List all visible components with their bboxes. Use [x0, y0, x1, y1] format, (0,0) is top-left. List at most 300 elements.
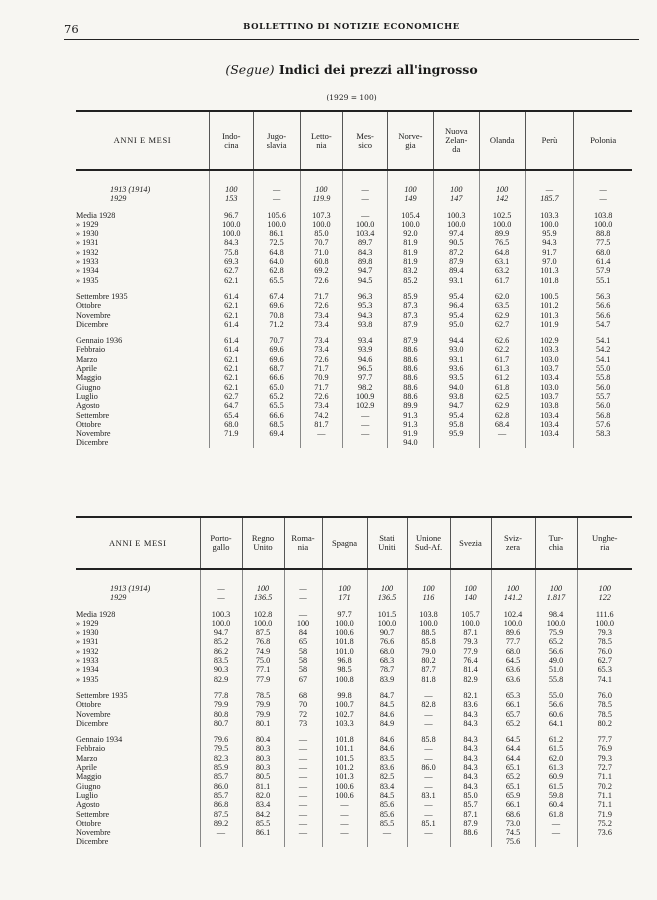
spacer-cell [388, 285, 434, 292]
value-cell: 87.2 [433, 248, 479, 257]
value-cell: 100 [388, 185, 434, 194]
value-cell: 81.9 [388, 248, 434, 257]
value-cell [577, 837, 632, 846]
value-cell: 62.9 [479, 311, 525, 320]
value-cell: 68.4 [479, 420, 525, 429]
value-cell: 61.4 [209, 345, 253, 354]
spacer-cell [535, 684, 577, 691]
value-cell: 100.0 [322, 619, 367, 628]
value-cell: — [322, 828, 367, 837]
value-cell: 100 [407, 584, 450, 593]
value-cell [367, 837, 407, 846]
value-cell: 76.6 [367, 637, 407, 646]
value-cell: 65.1 [491, 763, 535, 772]
value-cell: 93.1 [433, 276, 479, 285]
value-cell: 56.0 [574, 401, 632, 410]
spacer-cell [388, 329, 434, 336]
row-label: Luglio [76, 790, 98, 800]
value-cell: 147 [433, 194, 479, 203]
value-cell: 103.0 [525, 383, 574, 392]
value-cell: — [200, 593, 242, 602]
value-cell: 107.3 [300, 211, 343, 220]
value-cell: 60.6 [535, 710, 577, 719]
spacer-cell [525, 285, 574, 292]
value-cell [322, 837, 367, 846]
spacer-cell [343, 204, 388, 211]
row-label: Novembre [76, 310, 111, 320]
row-label: Novembre [76, 709, 111, 719]
table-row [76, 719, 632, 728]
column-header: Perù [525, 111, 574, 170]
value-cell: 136.5 [242, 593, 284, 602]
value-cell: — [322, 800, 367, 809]
value-cell: 89.6 [491, 628, 535, 637]
value-cell: — [407, 772, 450, 781]
value-cell: 58.3 [574, 429, 632, 438]
value-cell: 84.5 [367, 700, 407, 709]
header-rule [64, 39, 639, 40]
value-cell [343, 438, 388, 447]
value-cell: 76.0 [577, 691, 632, 700]
value-cell: — [253, 185, 300, 194]
spacer-cell [433, 204, 479, 211]
value-cell: 71.1 [577, 791, 632, 800]
value-cell: 65.3 [577, 665, 632, 674]
value-cell: — [343, 211, 388, 220]
spacer-cell [577, 728, 632, 735]
value-cell: 93.5 [433, 373, 479, 382]
table-row [76, 782, 632, 791]
value-cell: 71.1 [577, 772, 632, 781]
spacer-cell [209, 329, 253, 336]
table-row [76, 610, 632, 619]
value-cell: 88.6 [388, 355, 434, 364]
value-cell: — [525, 185, 574, 194]
value-cell: 72.5 [253, 238, 300, 247]
value-cell: 68.0 [491, 647, 535, 656]
row-label: » 1930 [76, 628, 99, 638]
spacer-cell [209, 204, 253, 211]
page-title [64, 62, 639, 77]
value-cell: 60.4 [535, 800, 577, 809]
value-cell: 84.2 [242, 810, 284, 819]
value-cell: 62.0 [479, 292, 525, 301]
spacer-cell [535, 569, 577, 584]
value-cell: 84.6 [367, 735, 407, 744]
value-cell: 103.0 [525, 355, 574, 364]
value-cell: 74.5 [491, 828, 535, 837]
price-index-table-1 [76, 110, 632, 448]
value-cell: 64.4 [491, 744, 535, 753]
value-cell: 56.6 [535, 647, 577, 656]
spacer-cell [284, 603, 322, 610]
value-cell: — [367, 828, 407, 837]
value-cell: 84.3 [450, 754, 491, 763]
value-cell: 61.8 [535, 810, 577, 819]
value-cell: 103.7 [525, 364, 574, 373]
value-cell: 66.1 [491, 800, 535, 809]
value-cell: 100.0 [535, 619, 577, 628]
value-cell: 94.7 [433, 401, 479, 410]
price-index-table-2 [76, 516, 632, 847]
value-cell: 82.9 [450, 675, 491, 684]
value-cell: 62.1 [209, 383, 253, 392]
value-cell: 76.8 [242, 637, 284, 646]
value-cell: 101.3 [322, 772, 367, 781]
value-cell: 100 [535, 584, 577, 593]
value-cell: 62.1 [209, 276, 253, 285]
spacer-cell [450, 603, 491, 610]
value-cell: 64.8 [253, 248, 300, 257]
value-cell: 80.2 [407, 656, 450, 665]
value-cell: 66.1 [491, 700, 535, 709]
value-cell: 80.3 [242, 744, 284, 753]
value-cell: 57.6 [574, 420, 632, 429]
value-cell: 88.6 [450, 828, 491, 837]
spacer-cell [284, 569, 322, 584]
table-row [76, 628, 632, 637]
spacer-cell [407, 684, 450, 691]
value-cell: 100 [479, 185, 525, 194]
spacer-cell [479, 329, 525, 336]
value-cell: 101.3 [525, 266, 574, 275]
value-cell: — [284, 584, 322, 593]
spacer-cell [343, 170, 388, 185]
value-cell: 89.4 [433, 266, 479, 275]
spacer-cell [242, 569, 284, 584]
value-cell: 84.3 [450, 719, 491, 728]
value-cell: 97.4 [433, 229, 479, 238]
value-cell: 74.1 [577, 675, 632, 684]
value-cell [209, 438, 253, 447]
row-label: Aprile [76, 364, 97, 374]
spacer-cell [574, 329, 632, 336]
row-label: Ottobre [76, 301, 102, 311]
value-cell: 94.7 [200, 628, 242, 637]
spacer-cell [242, 684, 284, 691]
value-cell: 80.7 [200, 719, 242, 728]
value-cell: 87.3 [388, 311, 434, 320]
value-cell: 100 [209, 185, 253, 194]
value-cell: 90.3 [200, 665, 242, 674]
value-cell [433, 438, 479, 447]
row-label: » 1935 [76, 275, 99, 285]
value-cell [253, 438, 300, 447]
row-label: 1913 (1914) [110, 584, 151, 593]
column-header: Spagna [322, 517, 367, 569]
value-cell: 62.1 [209, 311, 253, 320]
value-cell: 89.9 [388, 401, 434, 410]
spacer-cell [76, 569, 200, 584]
value-cell: 61.4 [209, 320, 253, 329]
spacer-cell [322, 603, 367, 610]
value-cell: 75.8 [209, 248, 253, 257]
value-cell: 54.7 [574, 320, 632, 329]
value-cell: 97.7 [343, 373, 388, 382]
value-cell [525, 438, 574, 447]
value-cell: 85.0 [450, 791, 491, 800]
table-row [76, 364, 632, 373]
value-cell: 185.7 [525, 194, 574, 203]
value-cell: — [535, 819, 577, 828]
value-cell: 84.3 [450, 744, 491, 753]
value-cell: 85.7 [200, 791, 242, 800]
spacer-cell [577, 603, 632, 610]
value-cell: 81.9 [388, 238, 434, 247]
row-label: » 1935 [76, 674, 99, 684]
value-cell: 100.3 [433, 211, 479, 220]
value-cell: — [284, 610, 322, 619]
table-row [76, 819, 632, 828]
column-header: Norve- gia [388, 111, 434, 170]
value-cell: 55.7 [574, 392, 632, 401]
table-row [76, 744, 632, 753]
spacer-cell [388, 204, 434, 211]
value-cell: 85.6 [367, 800, 407, 809]
value-cell: 81.4 [450, 665, 491, 674]
value-cell: 65.7 [491, 710, 535, 719]
value-cell: 94.0 [388, 438, 434, 447]
value-cell: 73.4 [300, 311, 343, 320]
table-row [76, 355, 632, 364]
value-cell: 85.5 [242, 819, 284, 828]
row-label: » 1929 [76, 618, 99, 628]
value-cell: 61.7 [479, 276, 525, 285]
top-spacer [76, 170, 632, 185]
value-cell: 140 [450, 593, 491, 602]
spacer-cell [322, 569, 367, 584]
table-row [76, 411, 632, 420]
spacer-cell [76, 684, 200, 691]
row-label: Giugno [76, 382, 101, 392]
spacer-cell [479, 204, 525, 211]
row-label: Ottobre [76, 818, 102, 828]
value-cell: 98.5 [322, 665, 367, 674]
value-cell: 82.1 [450, 691, 491, 700]
value-cell: 95.9 [433, 429, 479, 438]
value-cell: 63.1 [479, 257, 525, 266]
value-cell: 68.0 [367, 647, 407, 656]
value-cell: 101.9 [525, 320, 574, 329]
value-cell: 91.9 [388, 429, 434, 438]
value-cell: 84.3 [450, 710, 491, 719]
value-cell: 58 [284, 656, 322, 665]
row-label: » 1933 [76, 257, 99, 267]
row-label: Settembre 1935 [76, 690, 128, 700]
value-cell: 73.6 [577, 828, 632, 837]
value-cell: 83.2 [388, 266, 434, 275]
value-cell: 62.2 [479, 345, 525, 354]
table-row [76, 828, 632, 837]
value-cell: 85.2 [388, 276, 434, 285]
value-cell: 103.8 [574, 211, 632, 220]
value-cell: 93.4 [343, 336, 388, 345]
spacer-cell [388, 170, 434, 185]
value-cell: — [574, 185, 632, 194]
value-cell: 100 [367, 584, 407, 593]
spacer-cell [209, 285, 253, 292]
value-cell: 103.4 [525, 429, 574, 438]
table-row [76, 383, 632, 392]
value-cell: 64.1 [535, 719, 577, 728]
value-cell: 56.3 [574, 292, 632, 301]
column-header: Roma- nia [284, 517, 322, 569]
column-header: Unghe- ria [577, 517, 632, 569]
value-cell: 90.7 [367, 628, 407, 637]
value-cell: 61.3 [479, 364, 525, 373]
value-cell: 85.9 [388, 292, 434, 301]
value-cell: 79.3 [577, 628, 632, 637]
value-cell: 61.4 [574, 257, 632, 266]
value-cell: — [284, 828, 322, 837]
value-cell: 68.6 [491, 810, 535, 819]
value-cell: — [200, 828, 242, 837]
value-cell: — [284, 735, 322, 744]
value-cell: — [407, 810, 450, 819]
spacer-cell [491, 569, 535, 584]
value-cell: — [284, 782, 322, 791]
spacer-cell [253, 204, 300, 211]
spacer-cell [343, 285, 388, 292]
spacer-cell [450, 728, 491, 735]
value-cell: — [407, 800, 450, 809]
table-row [76, 257, 632, 266]
value-cell: 82.5 [367, 772, 407, 781]
table-row [76, 229, 632, 238]
value-cell: 100.0 [574, 220, 632, 229]
value-cell: 83.6 [367, 763, 407, 772]
row-label: 1929 [110, 593, 127, 603]
value-cell: 70.9 [300, 373, 343, 382]
value-cell: 79.9 [200, 700, 242, 709]
value-cell: 92.0 [388, 229, 434, 238]
value-cell: 84.3 [450, 735, 491, 744]
value-cell: 80.3 [242, 754, 284, 763]
row-label: Dicembre [76, 837, 109, 847]
column-header: Polonia [574, 111, 632, 170]
value-cell: — [479, 429, 525, 438]
value-cell: 100.0 [300, 220, 343, 229]
value-cell: 100.0 [388, 220, 434, 229]
row-label: Settembre [76, 410, 110, 420]
value-cell: 62.1 [209, 355, 253, 364]
value-cell: 68.3 [367, 656, 407, 665]
spacer-cell [479, 170, 525, 185]
value-cell: — [284, 819, 322, 828]
value-cell [200, 837, 242, 846]
spacer-cell [450, 684, 491, 691]
row-label: Luglio [76, 391, 98, 401]
value-cell: 77.9 [242, 675, 284, 684]
value-cell: 80.2 [577, 719, 632, 728]
value-cell: 63.6 [491, 675, 535, 684]
value-cell: 89.8 [343, 257, 388, 266]
value-cell: — [407, 710, 450, 719]
value-cell: — [284, 810, 322, 819]
spacer-cell [450, 569, 491, 584]
value-cell: 77.8 [200, 691, 242, 700]
value-cell: — [284, 791, 322, 800]
value-cell: 69.3 [209, 257, 253, 266]
value-cell: 100.6 [322, 791, 367, 800]
value-cell: 68.0 [209, 420, 253, 429]
value-cell: 61.5 [535, 782, 577, 791]
value-cell: 57.9 [574, 266, 632, 275]
table-row [76, 619, 632, 628]
spacer-cell [367, 684, 407, 691]
value-cell: 87.7 [407, 665, 450, 674]
value-cell: 56.6 [574, 301, 632, 310]
value-cell: 68.0 [574, 248, 632, 257]
value-cell: 87.9 [433, 257, 479, 266]
spacer-cell [535, 603, 577, 610]
spacer-cell [407, 728, 450, 735]
value-cell: 67.4 [253, 292, 300, 301]
value-cell: 55.0 [535, 691, 577, 700]
column-header: Nuova Zelan- da [433, 111, 479, 170]
row-label: » 1929 [76, 219, 99, 229]
row-label: Settembre [76, 809, 110, 819]
spacer-cell [491, 603, 535, 610]
value-cell: 65.9 [491, 791, 535, 800]
table-row [76, 336, 632, 345]
value-cell: 94.4 [433, 336, 479, 345]
value-cell: 88.6 [388, 373, 434, 382]
spacer-cell [343, 329, 388, 336]
spacer-cell [525, 329, 574, 336]
value-cell: 67 [284, 675, 322, 684]
value-cell: — [574, 194, 632, 203]
group-spacer [76, 285, 632, 292]
table-row [76, 248, 632, 257]
value-cell: 102.4 [491, 610, 535, 619]
value-cell: 95.9 [525, 229, 574, 238]
value-cell: 74.2 [300, 411, 343, 420]
spacer-cell [76, 603, 200, 610]
value-cell: 58 [284, 647, 322, 656]
running-title: BOLLETTINO DI NOTIZIE ECONOMICHE [243, 22, 460, 32]
value-cell: — [200, 584, 242, 593]
value-cell: 101.8 [322, 637, 367, 646]
row-label: Ottobre [76, 700, 102, 710]
value-cell: 61.4 [209, 336, 253, 345]
row-label: » 1931 [76, 238, 99, 248]
value-cell: 100.0 [450, 619, 491, 628]
value-cell: — [322, 810, 367, 819]
value-cell: 103.4 [525, 420, 574, 429]
value-cell: 84.7 [367, 691, 407, 700]
value-cell: 103.3 [525, 345, 574, 354]
value-cell: 100 [491, 584, 535, 593]
spacer-cell [300, 170, 343, 185]
value-cell: 76.5 [479, 238, 525, 247]
value-cell: 65.2 [491, 719, 535, 728]
value-cell: 88.6 [388, 392, 434, 401]
spacer-cell [525, 170, 574, 185]
value-cell: 83.5 [367, 754, 407, 763]
value-cell: 84.5 [367, 791, 407, 800]
value-cell: 62.1 [209, 373, 253, 382]
value-cell: 101.1 [322, 744, 367, 753]
value-cell: 86.0 [200, 782, 242, 791]
spacer-cell [200, 569, 242, 584]
row-label: Maggio [76, 772, 102, 782]
value-cell: 76.9 [577, 744, 632, 753]
value-cell: 68 [284, 691, 322, 700]
value-cell: 70 [284, 700, 322, 709]
title-text: Indici dei prezzi all'ingrosso [278, 62, 478, 77]
value-cell: 58 [284, 665, 322, 674]
